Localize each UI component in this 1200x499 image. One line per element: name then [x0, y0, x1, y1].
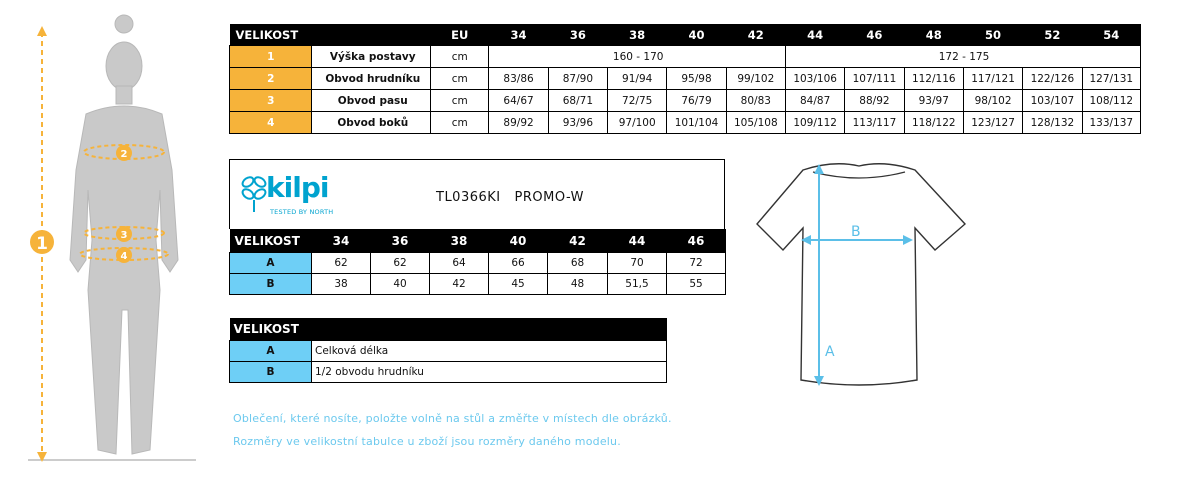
header-size: 42: [548, 229, 608, 253]
table-cell: 70: [608, 253, 667, 274]
row-key: A: [230, 341, 312, 362]
table-cell: 55: [667, 274, 726, 295]
header-size: 46: [667, 229, 726, 253]
table-cell: 112/116: [904, 68, 963, 90]
svg-text:2: 2: [120, 149, 128, 160]
table-cell: 97/100: [608, 112, 667, 134]
header-size: 52: [1023, 24, 1082, 46]
table-cell: 45: [489, 274, 548, 295]
svg-text:1: 1: [36, 234, 48, 254]
table-cell: 62: [371, 253, 430, 274]
table-cell: 42: [430, 274, 489, 295]
brand-logo-icon: [240, 168, 268, 216]
table-cell: 108/112: [1082, 90, 1140, 112]
header-size: 34: [312, 229, 371, 253]
header-size: 36: [548, 24, 607, 46]
table-cell: 51,5: [608, 274, 667, 295]
table-cell: 101/104: [667, 112, 726, 134]
brand-tagline: TESTED BY NORTH: [270, 208, 334, 216]
table-cell: 48: [548, 274, 608, 295]
row-key: B: [230, 274, 312, 295]
row-name: Obvod boků: [312, 112, 431, 134]
header-size: 40: [489, 229, 548, 253]
row-description: Celková délka: [312, 341, 667, 362]
row-key: A: [230, 253, 312, 274]
table-cell: 103/107: [1023, 90, 1082, 112]
product-code: TL0366KI PROMO-W: [436, 190, 584, 205]
legend-header: [230, 318, 667, 341]
header-size: 34: [489, 24, 548, 46]
header-eu: EU: [431, 24, 489, 46]
legend-table: [229, 318, 667, 383]
height-range-cell: 160 - 170: [489, 46, 786, 68]
table-cell: 103/106: [785, 68, 844, 90]
table-cell: 68: [548, 253, 608, 274]
table-cell: 118/122: [904, 112, 963, 134]
table-cell: 128/132: [1023, 112, 1082, 134]
product-table-header: [230, 229, 726, 253]
table-cell: 105/108: [726, 112, 785, 134]
table-cell: 38: [312, 274, 371, 295]
marker-3: [116, 226, 132, 242]
product-size-table: [229, 229, 726, 295]
row-name: Výška postavy: [312, 46, 431, 68]
table-cell: 93/97: [904, 90, 963, 112]
table-row: [230, 46, 1141, 68]
table-cell: 107/111: [845, 68, 904, 90]
table-cell: 72/75: [608, 90, 667, 112]
table-cell: 99/102: [726, 68, 785, 90]
row-number: 1: [230, 46, 312, 68]
table-cell: 109/112: [785, 112, 844, 134]
table-row: [230, 253, 726, 274]
table-cell: 93/96: [548, 112, 607, 134]
header-size: 54: [1082, 24, 1140, 46]
table-row: [230, 274, 726, 295]
table-cell: 122/126: [1023, 68, 1082, 90]
header-size: 44: [608, 229, 667, 253]
row-number: 3: [230, 90, 312, 112]
table-cell: 123/127: [963, 112, 1022, 134]
header-size: 40: [667, 24, 726, 46]
svg-text:4: 4: [120, 251, 128, 262]
header-size: 50: [963, 24, 1022, 46]
row-key: B: [230, 362, 312, 383]
table-cell: 64: [430, 253, 489, 274]
row-number: 4: [230, 112, 312, 134]
marker-1: [30, 230, 54, 254]
row-unit: cm: [431, 90, 489, 112]
header-velikost: VELIKOST: [230, 318, 667, 341]
row-name: Obvod pasu: [312, 90, 431, 112]
table-cell: 89/92: [489, 112, 548, 134]
size-table-header: [230, 24, 1141, 46]
table-cell: 66: [489, 253, 548, 274]
table-cell: 133/137: [1082, 112, 1140, 134]
row-number: 2: [230, 68, 312, 90]
table-cell: 87/90: [548, 68, 607, 90]
body-measurement-figure: [0, 10, 220, 470]
table-cell: 98/102: [963, 90, 1022, 112]
table-cell: 84/87: [785, 90, 844, 112]
header-size: 46: [845, 24, 904, 46]
marker-2: [116, 145, 132, 161]
table-cell: 76/79: [667, 90, 726, 112]
table-cell: 113/117: [845, 112, 904, 134]
row-unit: cm: [431, 112, 489, 134]
table-row: [230, 341, 667, 362]
row-unit: cm: [431, 46, 489, 68]
table-row: [230, 362, 667, 383]
table-row: [230, 90, 1141, 112]
size-table: [229, 24, 1141, 134]
header-size: 38: [430, 229, 489, 253]
tshirt-diagram: [755, 158, 975, 390]
svg-text:3: 3: [120, 230, 128, 241]
table-cell: 95/98: [667, 68, 726, 90]
table-cell: 83/86: [489, 68, 548, 90]
header-size: 48: [904, 24, 963, 46]
table-cell: 62: [312, 253, 371, 274]
table-cell: 88/92: [845, 90, 904, 112]
header-size: 42: [726, 24, 785, 46]
row-unit: cm: [431, 68, 489, 90]
instruction-note: Oblečení, které nosíte, položte volně na stůl a změřte v místech dle obrázků.: [233, 412, 672, 425]
header-size: 38: [608, 24, 667, 46]
label-a: A: [825, 344, 835, 360]
table-cell: 91/94: [608, 68, 667, 90]
table-cell: 64/67: [489, 90, 548, 112]
header-velikost: VELIKOST: [230, 229, 312, 253]
table-row: [230, 68, 1141, 90]
brand-name: kilpi: [266, 171, 329, 204]
row-description: 1/2 obvodu hrudníku: [312, 362, 667, 383]
instruction-note: Rozměry ve velikostní tabulce u zboží jsou rozměry daného modelu.: [233, 435, 621, 448]
header-size: 44: [785, 24, 844, 46]
table-cell: 127/131: [1082, 68, 1140, 90]
height-range-cell: 172 - 175: [785, 46, 1140, 68]
product-header-box: [229, 159, 725, 229]
label-b: B: [851, 224, 861, 240]
table-cell: 80/83: [726, 90, 785, 112]
marker-4: [116, 247, 132, 263]
row-name: Obvod hrudníku: [312, 68, 431, 90]
table-cell: 117/121: [963, 68, 1022, 90]
header-size: 36: [371, 229, 430, 253]
header-velikost: VELIKOST: [230, 24, 431, 46]
table-row: [230, 112, 1141, 134]
table-cell: 40: [371, 274, 430, 295]
table-cell: 72: [667, 253, 726, 274]
table-cell: 68/71: [548, 90, 607, 112]
